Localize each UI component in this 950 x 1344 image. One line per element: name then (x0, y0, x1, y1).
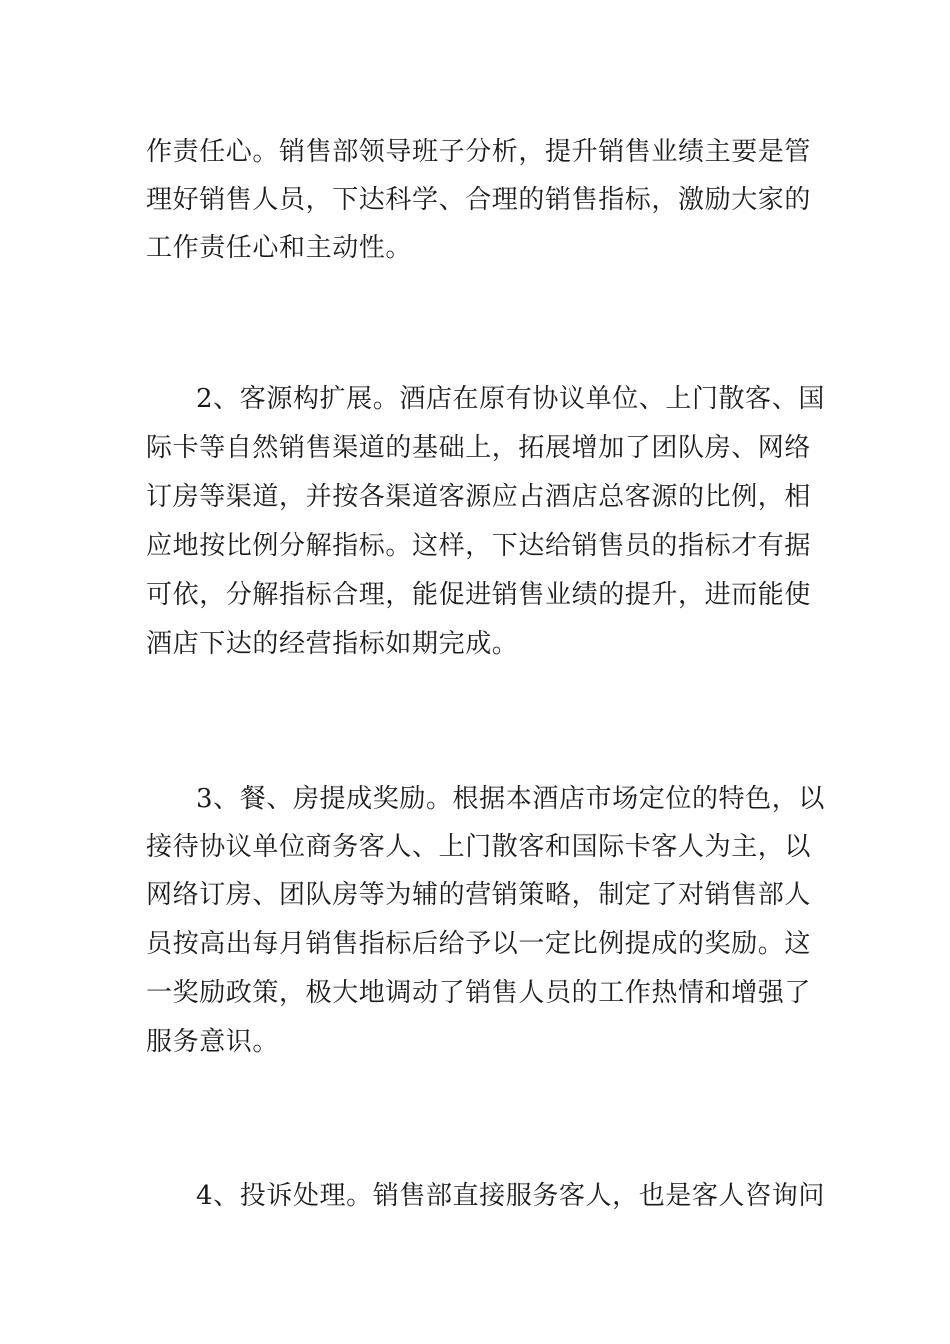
paragraph-line: 3、餐、房提成奖励。根据本酒店市场定位的特色，以 (196, 784, 825, 814)
paragraph-line: 服务意识。 (146, 1027, 280, 1057)
paragraph-line: 网络订房、团队房等为辅的营销策略，制定了对销售部人 (146, 880, 812, 910)
paragraph-line: 理好销售人员，下达科学、合理的销售指标，激励大家的 (146, 185, 812, 215)
paragraph-line: 作责任心。销售部领导班子分析，提升销售业绩主要是管 (146, 137, 812, 167)
paragraph-line: 接待协议单位商务客人、上门散客和国际卡客人为主，以 (146, 832, 812, 862)
paragraph-line: 工作责任心和主动性。 (146, 233, 413, 263)
paragraph-line: 员按高出每月销售指标后给予以一定比例提成的奖励。这 (146, 929, 812, 959)
paragraph-line: 一奖励政策，极大地调动了销售人员的工作热情和增强了 (146, 978, 812, 1008)
paragraph-line: 订房等渠道，并按各渠道客源应占酒店总客源的比例，相 (146, 482, 812, 512)
paragraph-line: 应地按比例分解指标。这样，下达给销售员的指标才有据 (146, 531, 812, 561)
paragraph-line: 际卡等自然销售渠道的基础上，拓展增加了团队房、网络 (146, 433, 812, 463)
paragraph-line: 4、投诉处理。销售部直接服务客人，也是客人咨询问 (196, 1181, 825, 1211)
paragraph-line: 酒店下达的经营指标如期完成。 (146, 629, 519, 659)
paragraph-line: 2、客源构扩展。酒店在原有协议单位、上门散客、国 (196, 384, 825, 414)
paragraph-line: 可依，分解指标合理，能促进销售业绩的提升，进而能使 (146, 580, 812, 610)
